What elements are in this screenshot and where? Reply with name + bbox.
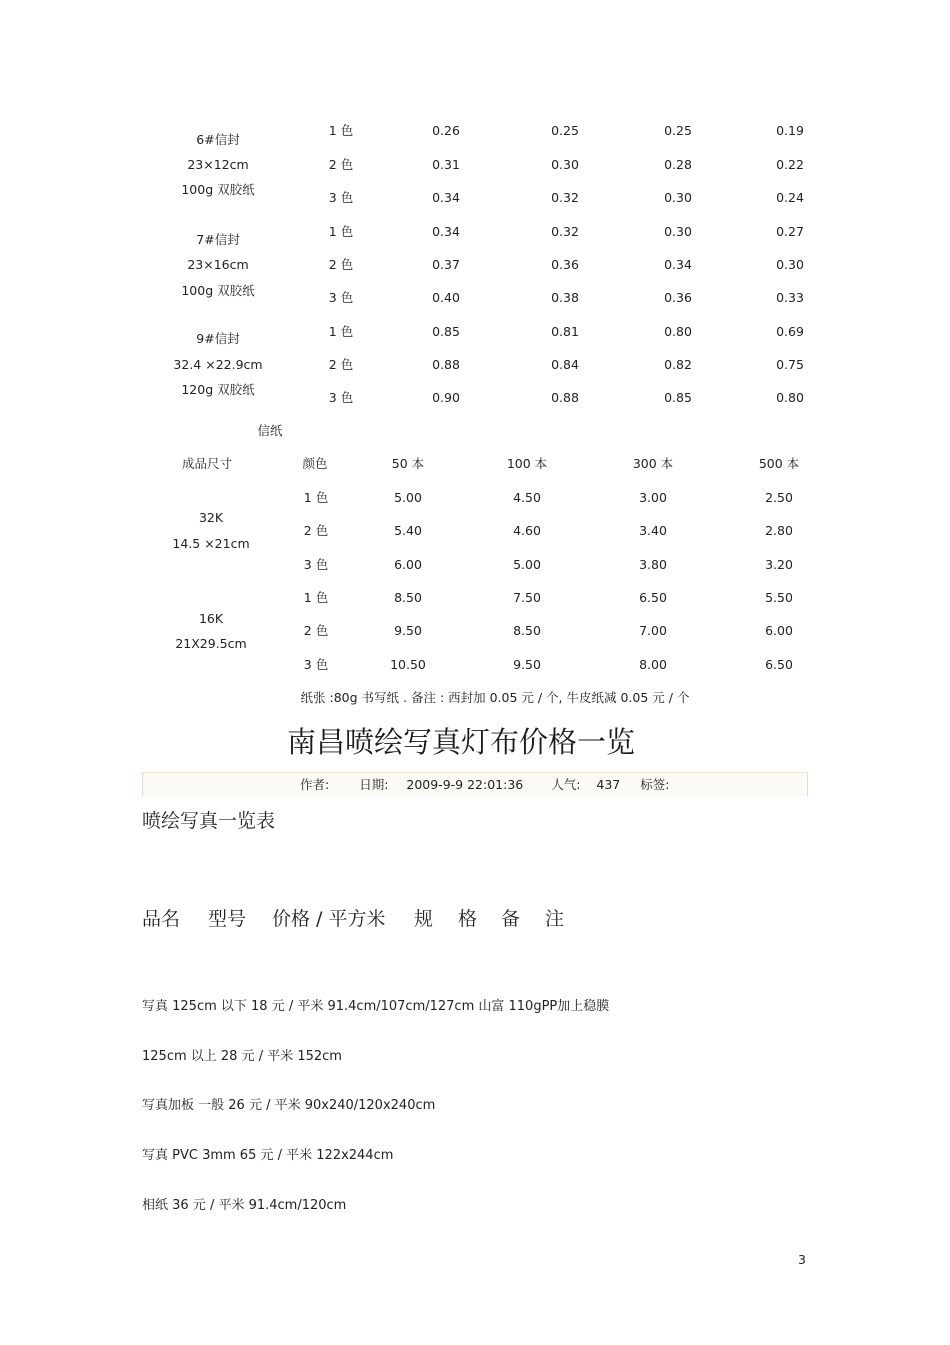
letter-paper-price: 3.00 bbox=[639, 490, 667, 505]
envelope-price: 0.38 bbox=[551, 290, 579, 305]
envelope-price: 0.25 bbox=[551, 123, 579, 138]
header-spec-2: 格 bbox=[458, 908, 478, 930]
envelope-color: 1 色 bbox=[328, 324, 354, 339]
envelope-price: 0.28 bbox=[664, 156, 692, 172]
views-label: 人气: bbox=[551, 777, 581, 792]
letter-paper-price: 5.40 bbox=[394, 523, 422, 539]
envelope-price: 0.32 bbox=[551, 224, 579, 239]
letter-paper-header: 颜色 bbox=[302, 456, 328, 471]
envelope-color: 3 色 bbox=[328, 290, 354, 305]
letter-paper-price: 10.50 bbox=[390, 656, 426, 672]
envelope-price: 0.81 bbox=[551, 324, 579, 339]
article-meta bbox=[300, 777, 669, 793]
envelope-price: 0.19 bbox=[776, 123, 804, 138]
envelope-spec-line: 100g 双胶纸 bbox=[181, 182, 255, 197]
envelope-price: 0.75 bbox=[776, 357, 804, 372]
envelope-price: 0.85 bbox=[432, 324, 460, 339]
header-note-2: 注 bbox=[545, 908, 565, 930]
envelope-color: 2 色 bbox=[328, 156, 354, 172]
date-value: 2009-9-9 22:01:36 bbox=[406, 777, 524, 792]
envelope-price: 0.82 bbox=[664, 357, 692, 372]
letter-paper-header: 50 本 bbox=[391, 456, 425, 471]
envelope-color: 3 色 bbox=[328, 390, 354, 405]
letter-paper-header: 500 本 bbox=[758, 456, 800, 471]
envelope-price: 0.25 bbox=[664, 123, 692, 138]
letter-paper-price: 3.40 bbox=[639, 523, 667, 539]
envelope-color: 2 色 bbox=[328, 357, 354, 372]
price-line: 写真 125cm 以下 18 元 / 平米 91.4cm/107cm/127cm 山富 110gPP加上稳膜 bbox=[142, 999, 610, 1014]
envelope-price: 0.34 bbox=[432, 190, 460, 205]
letter-paper-color: 2 色 bbox=[303, 623, 329, 639]
letter-paper-price: 5.50 bbox=[765, 590, 793, 605]
price-line: 写真 PVC 3mm 65 元 / 平米 122x244cm bbox=[142, 1148, 394, 1163]
envelope-price: 0.30 bbox=[551, 156, 579, 172]
envelope-price: 0.40 bbox=[432, 290, 460, 305]
author-label: 作者: bbox=[300, 777, 330, 792]
letter-paper-spec-line: 32K bbox=[198, 510, 224, 525]
letter-paper-price: 3.20 bbox=[765, 556, 793, 572]
letter-paper-price: 8.50 bbox=[513, 623, 541, 639]
envelope-color: 1 色 bbox=[328, 224, 354, 239]
envelope-price: 0.36 bbox=[664, 290, 692, 305]
letter-paper-price: 6.00 bbox=[394, 556, 422, 572]
letter-paper-price: 2.50 bbox=[765, 490, 793, 505]
envelope-price: 0.85 bbox=[664, 390, 692, 405]
letter-paper-title: 信纸 bbox=[257, 423, 283, 438]
envelope-color: 1 色 bbox=[328, 123, 354, 138]
envelope-price: 0.30 bbox=[776, 257, 804, 272]
letter-paper-price: 2.80 bbox=[765, 523, 793, 539]
letter-paper-price: 9.50 bbox=[513, 656, 541, 672]
envelope-price: 0.30 bbox=[664, 190, 692, 205]
letter-paper-header: 成品尺寸 bbox=[181, 456, 233, 471]
tags-label: 标签: bbox=[640, 777, 670, 792]
envelope-price: 0.32 bbox=[551, 190, 579, 205]
envelope-price: 0.69 bbox=[776, 324, 804, 339]
letter-paper-price: 3.80 bbox=[639, 556, 667, 572]
price-line: 125cm 以上 28 元 / 平米 152cm bbox=[142, 1049, 342, 1064]
letter-paper-price: 5.00 bbox=[513, 556, 541, 572]
letter-paper-color: 3 色 bbox=[303, 656, 329, 672]
letter-paper-price: 7.00 bbox=[639, 623, 667, 639]
envelope-spec-line: 6#信封 bbox=[196, 132, 240, 147]
envelope-price: 0.34 bbox=[432, 224, 460, 239]
envelope-spec-line: 120g 双胶纸 bbox=[181, 382, 255, 397]
article-title: 南昌喷绘写真灯布价格一览 bbox=[286, 725, 636, 759]
envelope-price: 0.88 bbox=[432, 357, 460, 372]
letter-paper-header: 300 本 bbox=[632, 456, 674, 471]
letter-paper-header: 100 本 bbox=[506, 456, 548, 471]
letter-paper-price: 5.00 bbox=[394, 490, 422, 505]
letter-paper-price: 8.50 bbox=[394, 590, 422, 605]
letter-paper-price: 6.50 bbox=[639, 590, 667, 605]
date-label: 日期: bbox=[359, 777, 389, 792]
section-title: 喷绘写真一览表 bbox=[142, 810, 276, 832]
envelope-price: 0.36 bbox=[551, 257, 579, 272]
letter-paper-price: 6.50 bbox=[765, 656, 793, 672]
page-number: 3 bbox=[798, 1252, 806, 1267]
envelope-price: 0.33 bbox=[776, 290, 804, 305]
envelope-spec-line: 23×12cm bbox=[187, 157, 249, 172]
envelope-spec-line: 23×16cm bbox=[187, 257, 249, 272]
envelope-color: 3 色 bbox=[328, 190, 354, 205]
letter-paper-color: 1 色 bbox=[303, 490, 329, 505]
envelope-price: 0.30 bbox=[664, 224, 692, 239]
header-model: 型号 bbox=[208, 908, 247, 930]
envelope-price: 0.31 bbox=[432, 156, 460, 172]
envelope-price: 0.84 bbox=[551, 357, 579, 372]
price-line: 相纸 36 元 / 平米 91.4cm/120cm bbox=[142, 1198, 347, 1213]
envelope-spec-line: 9#信封 bbox=[196, 331, 240, 346]
envelope-spec-line: 100g 双胶纸 bbox=[181, 283, 255, 298]
letter-paper-spec-line: 21X29.5cm bbox=[175, 636, 247, 651]
envelope-price: 0.24 bbox=[776, 190, 804, 205]
letter-paper-price: 7.50 bbox=[513, 590, 541, 605]
letter-paper-price: 4.50 bbox=[513, 490, 541, 505]
envelope-price: 0.80 bbox=[664, 324, 692, 339]
envelope-price: 0.37 bbox=[432, 257, 460, 272]
price-line: 写真加板 一般 26 元 / 平米 90x240/120x240cm bbox=[142, 1098, 436, 1113]
envelope-price: 0.88 bbox=[551, 390, 579, 405]
letter-paper-color: 1 色 bbox=[303, 590, 329, 605]
envelope-price: 0.80 bbox=[776, 390, 804, 405]
envelope-spec-line: 7#信封 bbox=[196, 232, 240, 247]
letter-paper-price: 9.50 bbox=[394, 623, 422, 639]
envelope-spec-line: 32.4 ×22.9cm bbox=[173, 357, 263, 372]
letter-paper-color: 2 色 bbox=[303, 523, 329, 539]
letter-paper-color: 3 色 bbox=[303, 556, 329, 572]
envelope-color: 2 色 bbox=[328, 257, 354, 272]
header-price: 价格 / 平方米 bbox=[272, 908, 386, 930]
letter-paper-spec-line: 14.5 ×21cm bbox=[172, 536, 250, 551]
envelope-price: 0.27 bbox=[776, 224, 804, 239]
header-note-1: 备 bbox=[501, 908, 521, 930]
envelope-price: 0.22 bbox=[776, 156, 804, 172]
letter-paper-price: 8.00 bbox=[639, 656, 667, 672]
letter-paper-note: 纸张 :80g 书写纸 . 备注 : 西封加 0.05 元 / 个, 牛皮纸减 0.05 元 / 个 bbox=[300, 690, 690, 705]
letter-paper-price: 6.00 bbox=[765, 623, 793, 639]
views-value: 437 bbox=[596, 777, 621, 792]
envelope-price: 0.26 bbox=[432, 123, 460, 138]
envelope-price: 0.90 bbox=[432, 390, 460, 405]
letter-paper-price: 4.60 bbox=[513, 523, 541, 539]
envelope-price: 0.34 bbox=[664, 257, 692, 272]
letter-paper-spec-line: 16K bbox=[198, 611, 224, 626]
header-spec-1: 规 bbox=[414, 908, 434, 930]
header-name: 品名 bbox=[142, 908, 181, 930]
